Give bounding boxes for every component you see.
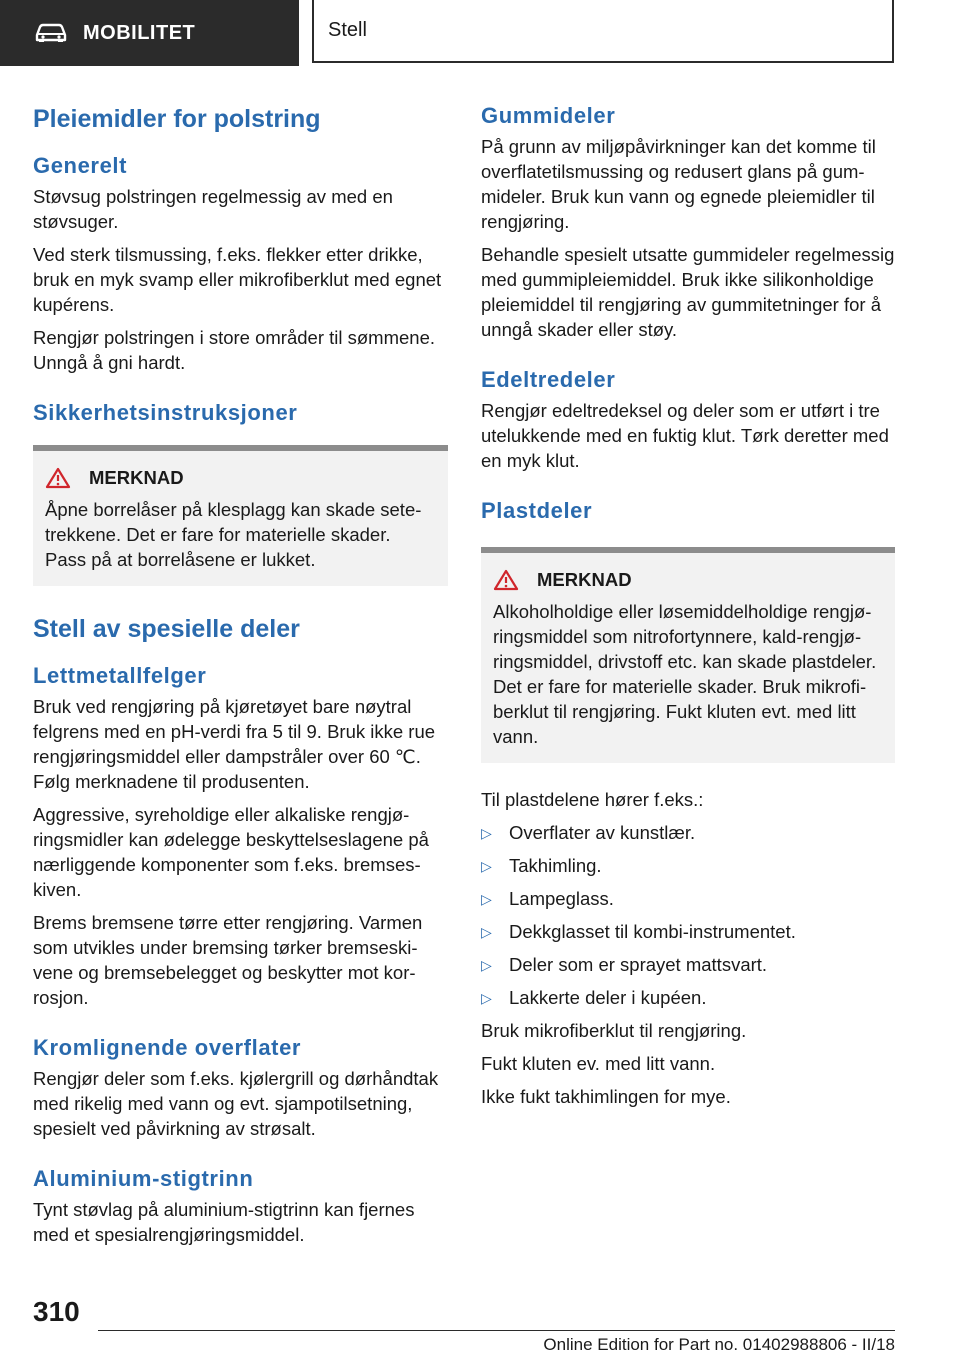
notice-label: MERKNAD xyxy=(89,467,184,488)
edition-info: Online Edition for Part no. 01402988806 - II/18 xyxy=(543,1335,895,1354)
triangle-bullet-icon: ▷ xyxy=(481,825,492,841)
heading-fine-wood: Edeltredeler xyxy=(481,367,616,392)
list-item-text: Lakkerte deler i kupéen. xyxy=(509,987,707,1008)
list-item xyxy=(481,853,895,879)
paragraph: På grunn av miljøpåvirkninger kan det komme til overflatetilsmussing og redusert glans på gummideler. Bruk kun vann og egnede pleiemidler til rengjøring. xyxy=(481,136,876,232)
heading-chrome-surfaces: Kromlignende overflater xyxy=(33,1035,302,1060)
list-item-text: Overflater av kunstlær. xyxy=(509,822,696,843)
notice-box xyxy=(33,445,448,586)
chapter-box xyxy=(312,0,894,63)
triangle-bullet-icon: ▷ xyxy=(481,858,492,874)
list-item-text: Lampeglass. xyxy=(509,888,614,909)
car-icon xyxy=(34,23,68,43)
warning-icon xyxy=(493,569,519,591)
footer-divider xyxy=(98,1330,895,1331)
triangle-bullet-icon: ▷ xyxy=(481,990,492,1006)
paragraph: Aggressive, syreholdige eller alkaliske rengjøringsmidler kan ødelegge beskyttelseslagene på nærliggende komponenter som f.eks. bremseskiven. xyxy=(33,804,429,900)
list-item xyxy=(481,886,895,912)
list-item xyxy=(481,919,895,945)
notice-text: Åpne borrelåser på klesplagg kan skade setetrekkene. Det er fare for materielle skader. Pass på at borrelåsene er lukket. xyxy=(45,499,422,570)
right-column xyxy=(481,100,895,1117)
heading-special-parts: Stell av spesielle deler xyxy=(33,615,300,643)
notice-header xyxy=(493,569,883,591)
left-column xyxy=(33,100,448,1255)
heading-plastic-parts: Plastdeler xyxy=(481,498,593,523)
heading-aluminium-step: Aluminium-stigtrinn xyxy=(33,1166,254,1191)
paragraph: Tynt støvlag på aluminium-stigtrinn kan fjernes med et spesialrengjøringsmiddel. xyxy=(33,1199,415,1245)
plastic-parts-list xyxy=(481,820,895,1011)
triangle-bullet-icon: ▷ xyxy=(481,957,492,973)
paragraph: Brems bremsene tørre etter rengjøring. Varmen som utvikles under bremsing tørker bremseskivene og bremsebelegget og beskytter mot korrosjon. xyxy=(33,912,423,1008)
paragraph: Ved sterk tilsmussing, f.eks. flekker etter drikke, bruk en myk svamp eller mikrofiberklut med egnet kupérens. xyxy=(33,244,442,315)
warning-icon xyxy=(45,467,71,489)
page-header xyxy=(0,0,960,66)
notice-header xyxy=(45,467,436,489)
list-item-text: Deler som er sprayet mattsvart. xyxy=(509,954,768,975)
paragraph: Støvsug polstringen regelmessig av med en støvsuger. xyxy=(33,186,393,232)
page-number: 310 xyxy=(33,1296,80,1327)
notice-text: Alkoholholdige eller løsemiddelholdige rengjøringsmiddel som nitrofortynnere, kald-rengjøringsmiddel, drivstoff etc. kan skade plastdeler. Det er fare for materielle skader. Bruk mikrofiberklut til rengjøring. Fukt kluten evt. med litt vann. xyxy=(493,601,877,747)
paragraph: Fukt kluten ev. med litt vann. xyxy=(481,1053,716,1074)
heading-alloy-wheels: Lettmetallfelger xyxy=(33,663,207,688)
section-title: MOBILITET xyxy=(83,21,196,44)
notice-box xyxy=(481,547,895,763)
section-tab xyxy=(0,0,299,66)
paragraph: Bruk mikrofiberklut til rengjøring. xyxy=(481,1020,747,1041)
heading-safety: Sikkerhetsinstruksjoner xyxy=(33,400,298,425)
paragraph: Behandle spesielt utsatte gummideler regelmessig med gummipleiemiddel. Bruk ikke silikonholdige pleiemiddel til rengjøring av gummitetninger for å unngå skader eller støy. xyxy=(481,244,895,340)
notice-label: MERKNAD xyxy=(537,569,632,590)
list-item xyxy=(481,820,895,846)
paragraph: Ikke fukt takhimlingen for mye. xyxy=(481,1086,731,1107)
paragraph: Til plastdelene hører f.eks.: xyxy=(481,789,704,810)
paragraph: Bruk ved rengjøring på kjøretøyet bare nøytral felgrens med en pH-verdi fra 5 til 9. Bruk ikke rue rengjøringsmiddel eller dampstråler over 60 ℃. Følg merknadene til produsenten. xyxy=(33,696,436,792)
heading-general: Generelt xyxy=(33,153,128,178)
triangle-bullet-icon: ▷ xyxy=(481,891,492,907)
paragraph: Rengjør deler som f.eks. kjølergrill og dørhåndtak med rikelig med vann og evt. sjampotilsetning, spesielt ved påvirkning av strøsalt. xyxy=(33,1068,439,1139)
list-item xyxy=(481,985,895,1011)
list-item xyxy=(481,952,895,978)
paragraph: Rengjør edeltredeksel og deler som er utført i tre utelukkende med en fuktig klut. Tørk deretter med en myk klut. xyxy=(481,400,889,471)
list-item-text: Dekkglasset til kombi-instrumentet. xyxy=(509,921,796,942)
heading-rubber-parts: Gummideler xyxy=(481,103,616,128)
chapter-title: Stell xyxy=(328,19,367,41)
heading-upholstery-care: Pleiemidler for polstring xyxy=(33,105,321,133)
list-item-text: Takhimling. xyxy=(509,855,602,876)
paragraph: Rengjør polstringen i store områder til sømmene. Unngå å gni hardt. xyxy=(33,327,436,373)
triangle-bullet-icon: ▷ xyxy=(481,924,492,940)
